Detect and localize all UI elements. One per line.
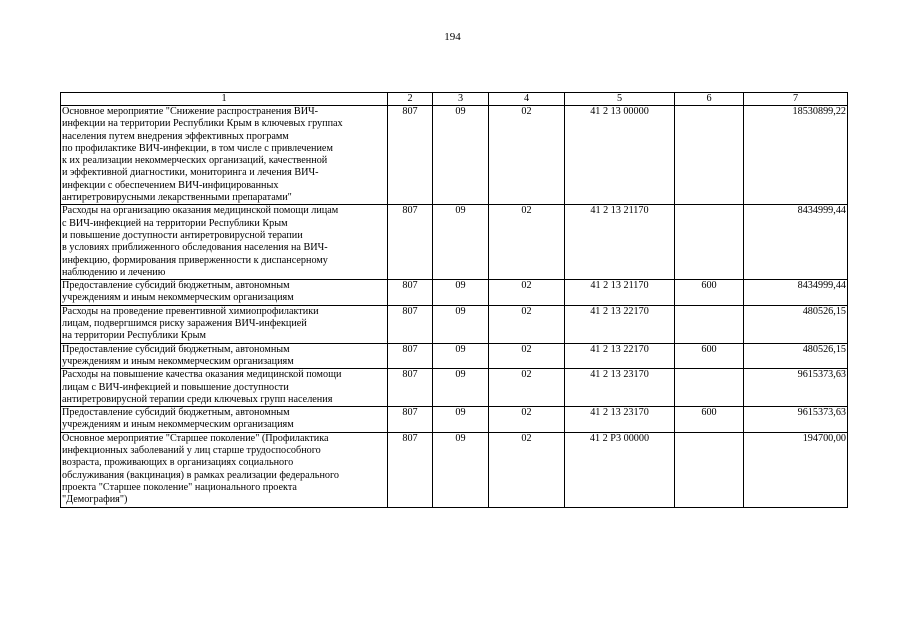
ministry-code: 807 <box>388 432 433 507</box>
subsection-code: 02 <box>489 369 565 407</box>
section-code: 09 <box>433 106 489 205</box>
amount: 480526,15 <box>744 343 848 369</box>
column-header-6: 6 <box>675 93 744 106</box>
subsection-code: 02 <box>489 343 565 369</box>
column-header-7: 7 <box>744 93 848 106</box>
expense-type-code <box>675 369 744 407</box>
amount: 194700,00 <box>744 432 848 507</box>
table-row <box>61 407 848 433</box>
target-item-code: 41 2 13 23170 <box>565 369 675 407</box>
row-description: Предоставление субсидий бюджетным, автономным учреждениям и иным некоммерческим организациям <box>61 407 388 433</box>
table-row <box>61 205 848 280</box>
row-description: Расходы на повышение качества оказания медицинской помощи лицам с ВИЧ-инфекцией и повышение доступности антиретровирусной терапии среди ключевых групп населения <box>61 369 388 407</box>
amount: 8434999,44 <box>744 280 848 306</box>
ministry-code: 807 <box>388 407 433 433</box>
section-code: 09 <box>433 407 489 433</box>
row-description: Предоставление субсидий бюджетным, автономным учреждениям и иным некоммерческим организациям <box>61 280 388 306</box>
row-description: Основное мероприятие "Снижение распространения ВИЧ- инфекции на территории Республики Крым в ключевых группах населения путем внедрения эффективных программ по профилактике ВИЧ-инфекции, в том числе с привлечением к их реализации некоммерческих организаций, качественной и эффективной диагностики, мониторинга и лечения ВИЧ- инфекции с обеспечением ВИЧ-инфицированных антиретровирусными лекарственными препаратами" <box>61 106 388 205</box>
table-row <box>61 305 848 343</box>
table-row <box>61 280 848 306</box>
row-description: Основное мероприятие "Старшее поколение" (Профилактика инфекционных заболеваний у лиц старше трудоспособного возраста, проживающих в организациях социального обслуживания (вакцинация) в рамках реализации федерального проекта "Старшее поколение" национального проекта "Демография") <box>61 432 388 507</box>
section-code: 09 <box>433 280 489 306</box>
amount: 8434999,44 <box>744 205 848 280</box>
table-row <box>61 343 848 369</box>
amount: 480526,15 <box>744 305 848 343</box>
amount: 18530899,22 <box>744 106 848 205</box>
column-header-3: 3 <box>433 93 489 106</box>
target-item-code: 41 2 Р3 00000 <box>565 432 675 507</box>
row-description: Расходы на проведение превентивной химиопрофилактики лицам, подвергшимся риску заражения ВИЧ-инфекцией на территории Республики Крым <box>61 305 388 343</box>
ministry-code: 807 <box>388 369 433 407</box>
row-description: Расходы на организацию оказания медицинской помощи лицам с ВИЧ-инфекцией на территории Республики Крым и повышение доступности антиретровирусной терапии в условиях приближенного обследования населения на ВИЧ- инфекцию, формирования приверженности к диспансерному наблюдению и лечению <box>61 205 388 280</box>
section-code: 09 <box>433 343 489 369</box>
expense-type-code <box>675 106 744 205</box>
amount: 9615373,63 <box>744 407 848 433</box>
section-code: 09 <box>433 305 489 343</box>
expense-type-code <box>675 305 744 343</box>
subsection-code: 02 <box>489 305 565 343</box>
target-item-code: 41 2 13 22170 <box>565 305 675 343</box>
expense-type-code: 600 <box>675 280 744 306</box>
column-header-4: 4 <box>489 93 565 106</box>
table-header-row <box>61 93 848 106</box>
expense-type-code: 600 <box>675 407 744 433</box>
subsection-code: 02 <box>489 407 565 433</box>
ministry-code: 807 <box>388 343 433 369</box>
budget-table <box>60 92 848 508</box>
section-code: 09 <box>433 432 489 507</box>
expense-type-code: 600 <box>675 343 744 369</box>
table-row <box>61 369 848 407</box>
subsection-code: 02 <box>489 432 565 507</box>
target-item-code: 41 2 13 23170 <box>565 407 675 433</box>
column-header-1: 1 <box>61 93 388 106</box>
table-row <box>61 106 848 205</box>
page-number: 194 <box>444 31 461 43</box>
section-code: 09 <box>433 205 489 280</box>
column-header-2: 2 <box>388 93 433 106</box>
ministry-code: 807 <box>388 305 433 343</box>
ministry-code: 807 <box>388 106 433 205</box>
column-header-5: 5 <box>565 93 675 106</box>
subsection-code: 02 <box>489 106 565 205</box>
target-item-code: 41 2 13 21170 <box>565 280 675 306</box>
expense-type-code <box>675 205 744 280</box>
subsection-code: 02 <box>489 280 565 306</box>
ministry-code: 807 <box>388 205 433 280</box>
amount: 9615373,63 <box>744 369 848 407</box>
target-item-code: 41 2 13 00000 <box>565 106 675 205</box>
table-row <box>61 432 848 507</box>
section-code: 09 <box>433 369 489 407</box>
subsection-code: 02 <box>489 205 565 280</box>
ministry-code: 807 <box>388 280 433 306</box>
target-item-code: 41 2 13 21170 <box>565 205 675 280</box>
row-description: Предоставление субсидий бюджетным, автономным учреждениям и иным некоммерческим организациям <box>61 343 388 369</box>
target-item-code: 41 2 13 22170 <box>565 343 675 369</box>
expense-type-code <box>675 432 744 507</box>
